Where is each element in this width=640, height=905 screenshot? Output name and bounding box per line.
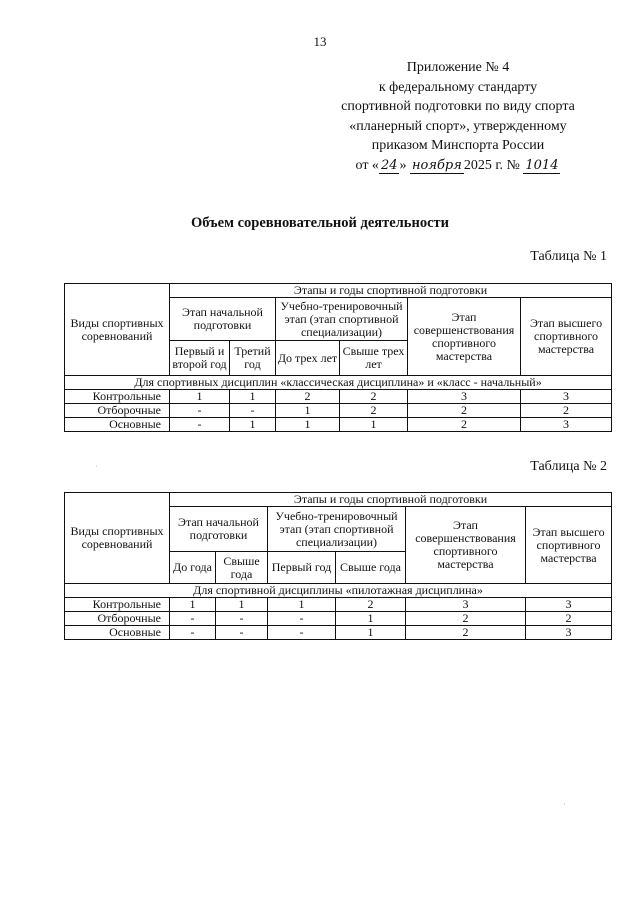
- sub-header: Свыше трех лет: [340, 341, 408, 376]
- cell: -: [268, 612, 336, 626]
- table1-caption: Таблица № 1: [530, 249, 607, 264]
- table-row: [65, 418, 612, 432]
- cell: 3: [406, 598, 526, 612]
- cell: 3: [526, 626, 612, 640]
- row-header: Виды спортивных соревнований: [65, 493, 170, 584]
- cell: -: [170, 418, 230, 432]
- row-label: Отборочные: [65, 612, 170, 626]
- order-date-line: [308, 156, 608, 176]
- cell: 1: [268, 598, 336, 612]
- cell: 2: [276, 390, 340, 404]
- sub-header: Первый и второй год: [170, 341, 230, 376]
- cell: -: [216, 626, 268, 640]
- cell: -: [170, 612, 216, 626]
- sub-header: Свыше года: [216, 552, 268, 584]
- appendix-line: к федеральному стандарту: [378, 79, 538, 95]
- handwritten-day: 24: [380, 157, 398, 173]
- stage-header: Учебно-тренировочный этап (этап спортивной специализации): [268, 507, 406, 552]
- row-header: Виды спортивных соревнований: [65, 284, 170, 376]
- cell: 2: [408, 404, 521, 418]
- cell: 2: [340, 390, 408, 404]
- date-mid: »: [399, 157, 407, 173]
- cell: 1: [336, 612, 406, 626]
- sub-header: До года: [170, 552, 216, 584]
- stage-header: Этап совершенствования спортивного мастерства: [408, 298, 521, 376]
- group-header: Этапы и годы спортивной подготовки: [170, 284, 612, 298]
- table-row: [65, 598, 612, 612]
- table-row: [65, 626, 612, 640]
- page-number: 13: [313, 34, 327, 49]
- section-row: Для спортивных дисциплин «классическая дисциплина» и «класс - начальный»: [65, 376, 612, 390]
- row-label: Основные: [65, 626, 170, 640]
- sub-header: Первый год: [268, 552, 336, 584]
- appendix-line: приказом Минспорта России: [371, 138, 545, 153]
- appendix-line: спортивной подготовки по виду спорта: [341, 99, 575, 114]
- group-header: Этапы и годы спортивной подготовки: [170, 493, 612, 507]
- table-row: [65, 404, 612, 418]
- appendix-line: «планерный спорт», утвержденному: [349, 118, 567, 134]
- cell: 1: [216, 598, 268, 612]
- handwritten-order-number: 1014: [525, 157, 559, 173]
- cell: -: [216, 612, 268, 626]
- cell: -: [170, 404, 230, 418]
- cell: 2: [526, 612, 612, 626]
- cell: -: [170, 626, 216, 640]
- stage-header: Этап высшего спортивного мастерства: [526, 507, 612, 584]
- document-title: Объем соревновательной деятельности: [191, 215, 449, 231]
- cell: 2: [406, 626, 526, 640]
- row-label: Основные: [65, 418, 170, 432]
- table-row: [65, 612, 612, 626]
- cell: 1: [276, 418, 340, 432]
- cell: 2: [340, 404, 408, 418]
- cell: 1: [276, 404, 340, 418]
- cell: 3: [521, 418, 612, 432]
- date-year: 2025 г. №: [463, 157, 520, 173]
- cell: 1: [340, 418, 408, 432]
- cell: 3: [526, 598, 612, 612]
- stage-header: Учебно-тренировочный этап (этап спортивной специализации): [276, 298, 408, 341]
- cell: 2: [336, 598, 406, 612]
- row-label: Контрольные: [65, 598, 170, 612]
- cell: 1: [170, 598, 216, 612]
- date-prefix: от «: [355, 157, 379, 173]
- stage-header: Этап совершенствования спортивного мастерства: [406, 507, 526, 584]
- section-row: Для спортивной дисциплины «пилотажная дисциплина»: [65, 584, 612, 598]
- table-row: [65, 390, 612, 404]
- row-label: Отборочные: [65, 404, 170, 418]
- row-label: Контрольные: [65, 390, 170, 404]
- cell: 1: [230, 418, 276, 432]
- stage-header: Этап начальной подготовки: [170, 298, 276, 341]
- table2: [64, 492, 612, 640]
- appendix-block: [308, 58, 608, 175]
- table1: [64, 283, 612, 432]
- appendix-title: Приложение № 4: [406, 60, 510, 75]
- cell: 1: [230, 390, 276, 404]
- stage-header: Этап высшего спортивного мастерства: [521, 298, 612, 376]
- cell: 2: [521, 404, 612, 418]
- cell: -: [230, 404, 276, 418]
- table2-caption: Таблица № 2: [530, 459, 607, 474]
- cell: 2: [406, 612, 526, 626]
- scan-speck: ·: [95, 462, 98, 471]
- cell: 2: [408, 418, 521, 432]
- stage-header: Этап начальной подготовки: [170, 507, 268, 552]
- scan-speck: ·: [563, 800, 566, 809]
- cell: 1: [336, 626, 406, 640]
- cell: 3: [408, 390, 521, 404]
- handwritten-month: ноября: [411, 157, 462, 173]
- sub-header: Свыше года: [336, 552, 406, 584]
- cell: 3: [521, 390, 612, 404]
- sub-header: До трех лет: [276, 341, 340, 376]
- sub-header: Третий год: [230, 341, 276, 376]
- cell: 1: [170, 390, 230, 404]
- cell: -: [268, 626, 336, 640]
